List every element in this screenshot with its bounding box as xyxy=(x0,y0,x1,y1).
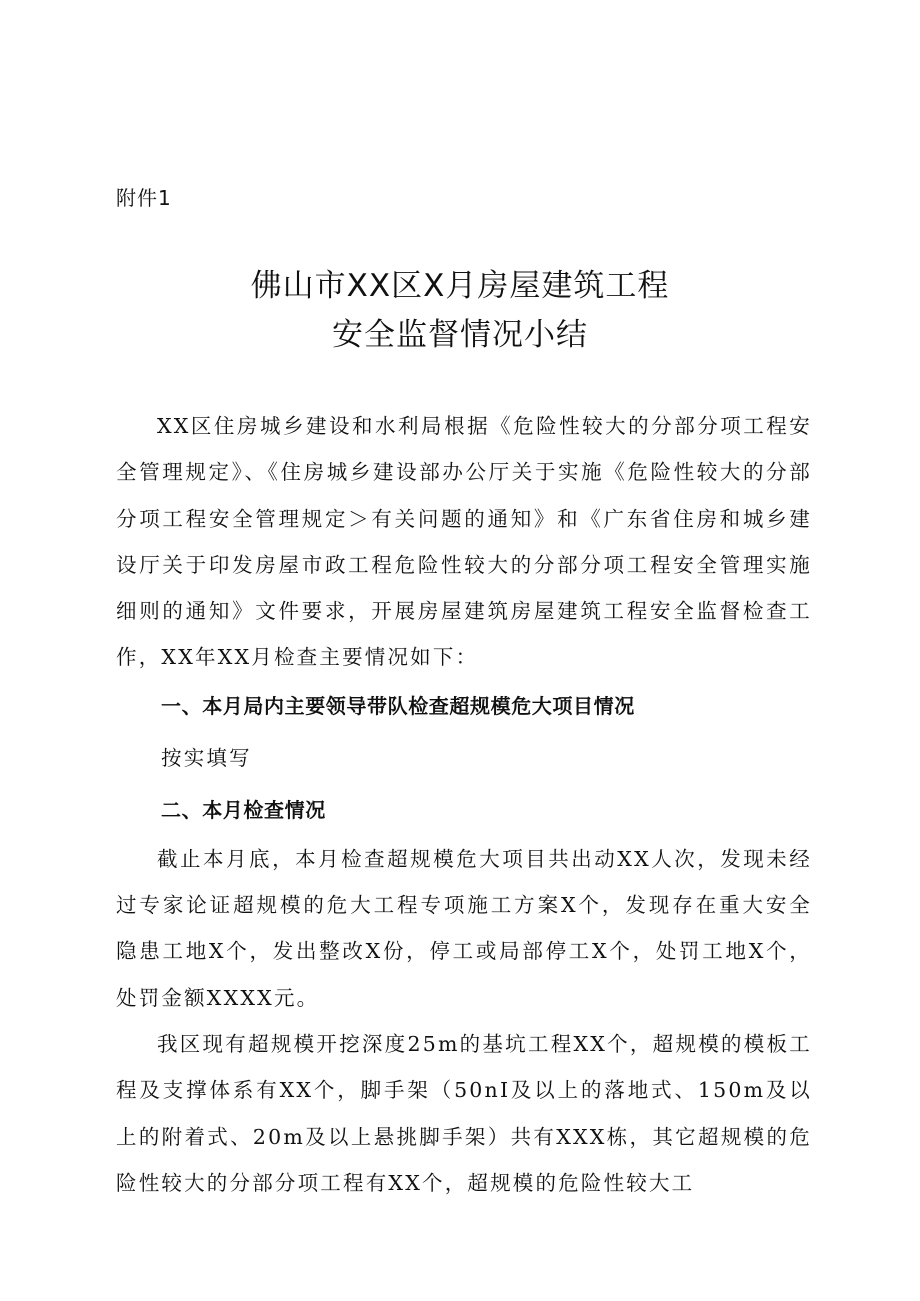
document-title-line-2: 安全监督情况小结 xyxy=(332,317,588,353)
document-title-line-1: 佛山市XX区X月房屋建筑工程 xyxy=(250,268,670,304)
attachment-label: 附件1 xyxy=(116,186,172,210)
document-body xyxy=(116,403,812,1206)
section-2-heading: 二、本月检查情况 xyxy=(161,797,326,822)
section-2-paragraph-2: 我区现有超规模开挖深度25m的基坑工程XX个，超规模的模板工程及支撑体系有XX个，脚手架（50nI及以上的落地式、150m及以上的附着式、20m及以上悬挑脚手架）共有XXX栋，其它超规模的危险性较大的分部分项工程有XX个，超规模的危险性较大工 xyxy=(116,1031,812,1195)
section-1-content: 按实填写 xyxy=(161,745,252,770)
section-2-paragraph-1: 截止本月底，本月检查超规模危大项目共出动XX人次，发现未经过专家论证超规模的危大工程专项施工方案X个，发现存在重大安全隐患工地X个，发出整改X份，停工或局部停工X个，处罚工地X个，处罚金额XXXX元。 xyxy=(116,846,812,1010)
section-1-heading: 一、本月局内主要领导带队检查超规模危大项目情况 xyxy=(161,693,635,718)
intro-paragraph: XX区住房城乡建设和水利局根据《危险性较大的分部分项工程安全管理规定》、《住房城乡建设部办公厅关于实施《危险性较大的分部分项工程安全管理规定＞有关问题的通知》和《广东省住房和城乡建设厅关于印发房屋市政工程危险性较大的分部分项工程安全管理实施细则的通知》文件要求，开展房屋建筑房屋建筑工程安全监督检查工作，XX年XX月检查主要情况如下： xyxy=(116,414,812,670)
